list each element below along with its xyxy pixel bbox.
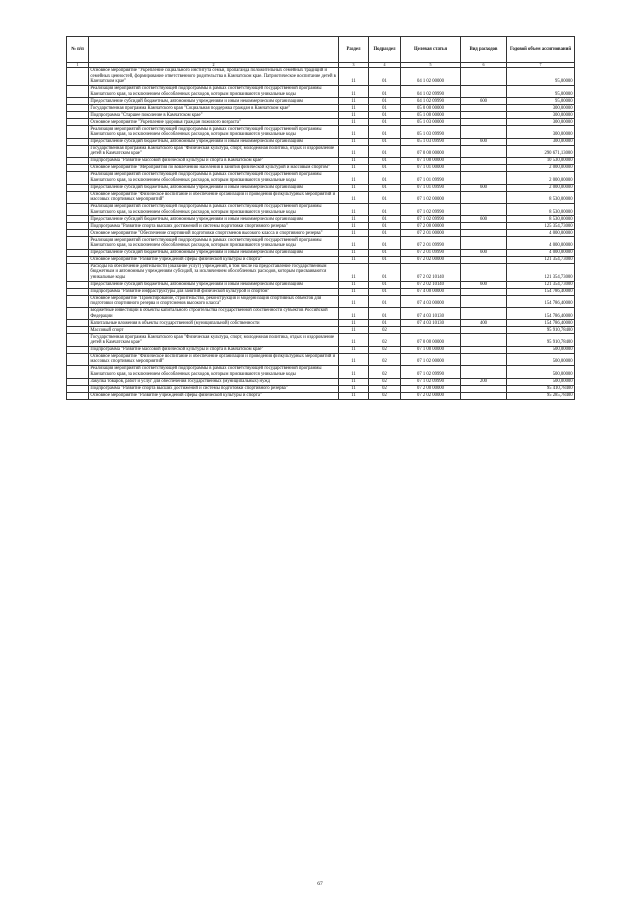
cell-razdel: 11	[339, 256, 369, 263]
cell-razdel: 11	[339, 85, 369, 97]
cell-podrazdel: 02	[369, 378, 401, 385]
cell-expense-type	[461, 172, 507, 184]
column-index: 5	[401, 62, 461, 68]
cell-podrazdel: 01	[369, 281, 401, 288]
cell-name: Подпрограмма "Развитие спорта высших достижений и системы подготовки спортивного резерва"	[89, 223, 339, 230]
cell-target-article: 07 1 01 09990	[401, 184, 461, 191]
cell-expense-type	[461, 307, 507, 319]
cell-amount: 2 000,00000	[507, 165, 575, 172]
cell-expense-type	[461, 203, 507, 215]
table-row	[67, 105, 575, 112]
table-row	[67, 320, 575, 327]
cell-target-article: 07 0 00 00000	[401, 334, 461, 346]
cell-amount: 121 354,73000	[507, 281, 575, 288]
cell-number	[67, 85, 89, 97]
cell-razdel: 11	[339, 263, 369, 281]
cell-podrazdel: 01	[369, 119, 401, 126]
cell-podrazdel: 01	[369, 85, 401, 97]
cell-razdel: 11	[339, 138, 369, 145]
column-index: 6	[461, 62, 507, 68]
cell-name: Расходы на обеспечение деятельности (оказание услуг) учреждений, в том числе на предоставление государственным бюджетным и автономным учреждениям субсидий, за исключением обособленных расходов, которым присваиваются уникальные коды	[89, 263, 339, 281]
table-row	[67, 346, 575, 353]
cell-number	[67, 295, 89, 307]
cell-razdel: 11	[339, 165, 369, 172]
cell-target-article: 07 0 00 00000	[401, 145, 461, 157]
cell-number	[67, 281, 89, 288]
table-row	[67, 263, 575, 281]
cell-name: Основное мероприятие "Укрепление социального института семьи, пропаганда положительных семейных традиций и семейных ценностей, формирование ответственного родительства в Камчатском крае. Патриотическое воспитание детей в Камчатском крае"	[89, 68, 339, 86]
cell-name: Основное мероприятие "Физическое воспитание и обеспечение организации и проведения физкультурных мероприятий и массовых спортивных мероприятий"	[89, 191, 339, 203]
cell-expense-type: 600	[461, 249, 507, 256]
cell-podrazdel: 01	[369, 145, 401, 157]
table-row	[67, 334, 575, 346]
cell-target-article: 07 2 02 10140	[401, 281, 461, 288]
cell-name: Основное мероприятие "Укрепление здоровья граждан пожилого возраста"	[89, 119, 339, 126]
cell-target-article: 07 1 02 09990	[401, 378, 461, 385]
cell-number	[67, 172, 89, 184]
col-header-podrazdel: Подраздел	[369, 37, 401, 63]
cell-expense-type: 600	[461, 184, 507, 191]
cell-target-article: 07 1 02 09990	[401, 216, 461, 223]
cell-amount: 300,00000	[507, 138, 575, 145]
cell-number	[67, 256, 89, 263]
col-header-razdel: Раздел	[339, 37, 369, 63]
cell-target-article: 05 1 03 09990	[401, 126, 461, 138]
cell-amount: 500,00000	[507, 346, 575, 353]
cell-name: Государственная программа Камчатского края "Социальная поддержка граждан в Камчатском крае"	[89, 105, 339, 112]
cell-podrazdel: 01	[369, 112, 401, 119]
cell-expense-type	[461, 68, 507, 86]
table-row	[67, 203, 575, 215]
cell-number	[67, 203, 89, 215]
cell-razdel: 11	[339, 353, 369, 365]
cell-razdel: 11	[339, 223, 369, 230]
cell-podrazdel: 01	[369, 138, 401, 145]
cell-name: Основное мероприятие "Мероприятия по вовлечению населения в занятия физической культурой и массовым спортом"	[89, 165, 339, 172]
cell-amount: 95,00000	[507, 68, 575, 86]
header-row	[67, 37, 575, 63]
cell-name: Государственная программа Камчатского края "Физическая культура, спорт, молодежная политика, отдых и оздоровление детей в Камчатском крае"	[89, 334, 339, 346]
cell-razdel: 11	[339, 307, 369, 319]
cell-number	[67, 98, 89, 105]
cell-number	[67, 223, 89, 230]
cell-podrazdel: 01	[369, 98, 401, 105]
cell-expense-type	[461, 85, 507, 97]
cell-number	[67, 346, 89, 353]
cell-target-article: 07 2 01 09990	[401, 249, 461, 256]
cell-podrazdel: 01	[369, 184, 401, 191]
cell-amount: 300,00000	[507, 126, 575, 138]
cell-expense-type	[461, 165, 507, 172]
cell-podrazdel: 01	[369, 230, 401, 237]
cell-razdel: 11	[339, 184, 369, 191]
cell-expense-type	[461, 119, 507, 126]
cell-expense-type	[461, 385, 507, 392]
budget-table	[66, 36, 575, 400]
cell-expense-type	[461, 191, 507, 203]
table-row	[67, 172, 575, 184]
table-row	[67, 191, 575, 203]
cell-amount: 2 000,00000	[507, 184, 575, 191]
cell-podrazdel: 02	[369, 334, 401, 346]
cell-target-article: 07 2 00 00000	[401, 223, 461, 230]
cell-expense-type	[461, 263, 507, 281]
cell-target-article: 07 4 03 10130	[401, 320, 461, 327]
cell-amount: 4 000,00000	[507, 237, 575, 249]
budget-sheet	[66, 36, 574, 400]
cell-name: Закупка товаров, работ и услуг для обеспечения государственных (муниципальных) нужд	[89, 378, 339, 385]
cell-number	[67, 158, 89, 165]
cell-target-article: 07 4 00 00000	[401, 288, 461, 295]
cell-number	[67, 353, 89, 365]
cell-name: Предоставление субсидий бюджетным, автономным учреждениям и иным некоммерческим организациям	[89, 216, 339, 223]
cell-razdel: 11	[339, 172, 369, 184]
cell-podrazdel: 01	[369, 126, 401, 138]
cell-podrazdel: 01	[369, 165, 401, 172]
table-row	[67, 249, 575, 256]
cell-number	[67, 68, 89, 86]
table-row	[67, 281, 575, 288]
cell-amount: 125 354,73000	[507, 223, 575, 230]
cell-expense-type	[461, 366, 507, 378]
cell-amount: 154 786,40000	[507, 295, 575, 307]
page-number: 67	[317, 881, 323, 887]
cell-razdel: 11	[339, 119, 369, 126]
cell-target-article: 04 1 02 09990	[401, 98, 461, 105]
table-row	[67, 158, 575, 165]
cell-razdel: 11	[339, 68, 369, 86]
table-row	[67, 165, 575, 172]
cell-expense-type: 400	[461, 320, 507, 327]
column-index: 4	[369, 62, 401, 68]
cell-target-article: 07 1 02 09990	[401, 366, 461, 378]
table-row	[67, 353, 575, 365]
cell-amount: 95 285,78400	[507, 392, 575, 399]
cell-name: Реализация мероприятий соответствующей подпрограммы в рамках соответствующей государственной программы Камчатского края, за исключением обособленных расходов, которым присваиваются уникальные коды	[89, 237, 339, 249]
cell-expense-type	[461, 295, 507, 307]
cell-name: Государственная программа Камчатского края "Физическая культура, спорт, молодежная политика, отдых и оздоровление детей в Камчатском крае"	[89, 145, 339, 157]
cell-name: Основное мероприятие "Проектирование, строительство, реконструкция и модернизация спортивных объектов для подготовки спортивного резерва и спортсменов высокого класса"	[89, 295, 339, 307]
cell-name: Реализация мероприятий соответствующей подпрограммы в рамках соответствующей государственной программы Камчатского края, за исключением обособленных расходов, которым присваиваются уникальные коды	[89, 366, 339, 378]
col-header-expense-type: Вид расходов	[461, 37, 507, 63]
cell-number	[67, 249, 89, 256]
cell-number	[67, 126, 89, 138]
cell-amount: 500,00000	[507, 353, 575, 365]
cell-name: Предоставление субсидий бюджетным, автономным учреждениям и иным некоммерческим организациям	[89, 249, 339, 256]
cell-number	[67, 378, 89, 385]
cell-expense-type	[461, 334, 507, 346]
table-row	[67, 216, 575, 223]
cell-expense-type	[461, 256, 507, 263]
cell-name: Предоставление субсидий бюджетным, автономным учреждениям и иным некоммерческим организациям	[89, 138, 339, 145]
cell-amount: 4 000,00000	[507, 230, 575, 237]
table-row	[67, 230, 575, 237]
cell-number	[67, 119, 89, 126]
cell-podrazdel: 02	[369, 366, 401, 378]
table-row	[67, 295, 575, 307]
cell-amount: 4 000,00000	[507, 249, 575, 256]
cell-expense-type	[461, 145, 507, 157]
cell-amount: 154 786,40000	[507, 288, 575, 295]
cell-razdel: 11	[339, 249, 369, 256]
cell-amount: 290 671,13000	[507, 145, 575, 157]
table-row	[67, 98, 575, 105]
cell-name: Основное мероприятие "Развитие учреждений сферы физической культуры и спорта"	[89, 392, 339, 399]
cell-razdel: 11	[339, 392, 369, 399]
cell-amount: 154 786,40000	[507, 320, 575, 327]
cell-amount: 500,00000	[507, 378, 575, 385]
cell-amount: 95 410,78400	[507, 385, 575, 392]
cell-target-article: 07 2 00 00000	[401, 385, 461, 392]
cell-name: Массовый спорт	[89, 327, 339, 334]
table-row	[67, 366, 575, 378]
cell-podrazdel: 02	[369, 327, 401, 334]
cell-razdel: 11	[339, 366, 369, 378]
col-header-annual-amount: Годовой объем ассигнований	[507, 37, 575, 63]
col-header-number: № п/п	[67, 37, 89, 63]
table-row	[67, 68, 575, 86]
cell-podrazdel: 02	[369, 353, 401, 365]
cell-amount: 10 530,00000	[507, 158, 575, 165]
cell-razdel: 11	[339, 385, 369, 392]
cell-target-article	[401, 327, 461, 334]
cell-razdel: 11	[339, 327, 369, 334]
table-row	[67, 256, 575, 263]
column-index: 1	[67, 62, 89, 68]
cell-podrazdel: 01	[369, 263, 401, 281]
cell-target-article: 05 1 00 00000	[401, 112, 461, 119]
cell-amount: 300,00000	[507, 119, 575, 126]
cell-podrazdel: 01	[369, 68, 401, 86]
cell-podrazdel: 01	[369, 216, 401, 223]
cell-podrazdel: 02	[369, 392, 401, 399]
cell-name: Предоставление субсидий бюджетным, автономным учреждениям и иным некоммерческим организациям	[89, 281, 339, 288]
cell-expense-type	[461, 237, 507, 249]
cell-amount: 300,00000	[507, 112, 575, 119]
cell-razdel: 11	[339, 288, 369, 295]
table-row	[67, 392, 575, 399]
cell-target-article: 05 0 00 00000	[401, 105, 461, 112]
cell-razdel: 11	[339, 281, 369, 288]
cell-expense-type	[461, 353, 507, 365]
cell-podrazdel: 01	[369, 249, 401, 256]
cell-target-article: 07 1 02 00000	[401, 353, 461, 365]
cell-name: Подпрограмма "Старшее поколение в Камчатском крае"	[89, 112, 339, 119]
cell-number	[67, 237, 89, 249]
cell-razdel: 11	[339, 145, 369, 157]
cell-number	[67, 105, 89, 112]
cell-razdel: 11	[339, 191, 369, 203]
cell-podrazdel: 02	[369, 385, 401, 392]
cell-name: Подпрограмма "Развитие массовой физической культуры и спорта в Камчатском крае"	[89, 346, 339, 353]
table-row	[67, 327, 575, 334]
table-row	[67, 126, 575, 138]
cell-razdel: 11	[339, 295, 369, 307]
cell-number	[67, 307, 89, 319]
table-row	[67, 138, 575, 145]
cell-amount: 500,00000	[507, 366, 575, 378]
cell-target-article: 04 1 02 00000	[401, 68, 461, 86]
cell-expense-type	[461, 112, 507, 119]
cell-number	[67, 145, 89, 157]
cell-podrazdel: 01	[369, 158, 401, 165]
cell-expense-type	[461, 158, 507, 165]
cell-amount: 2 000,00000	[507, 172, 575, 184]
cell-razdel: 11	[339, 237, 369, 249]
cell-expense-type	[461, 392, 507, 399]
cell-target-article: 07 1 02 00000	[401, 191, 461, 203]
cell-target-article: 07 2 02 10140	[401, 263, 461, 281]
cell-expense-type	[461, 105, 507, 112]
col-header-target-article: Целевая статья	[401, 37, 461, 63]
cell-expense-type	[461, 223, 507, 230]
cell-name: Подпрограмма "Развитие инфраструктуры для занятий физической культурой и спортом"	[89, 288, 339, 295]
cell-podrazdel: 01	[369, 288, 401, 295]
table-row	[67, 119, 575, 126]
cell-podrazdel: 01	[369, 105, 401, 112]
cell-target-article: 04 1 02 09990	[401, 85, 461, 97]
cell-amount: 121 354,73000	[507, 256, 575, 263]
cell-podrazdel: 02	[369, 346, 401, 353]
cell-target-article: 05 1 03 09990	[401, 138, 461, 145]
cell-name: Реализация мероприятий соответствующей подпрограммы в рамках соответствующей государственной программы Камчатского края, за исключением обособленных расходов, которым присваиваются уникальные коды	[89, 126, 339, 138]
cell-podrazdel: 01	[369, 320, 401, 327]
cell-razdel: 11	[339, 378, 369, 385]
cell-name: Основное мероприятие "Развитие учреждений сферы физической культуры и спорта"	[89, 256, 339, 263]
cell-podrazdel: 01	[369, 172, 401, 184]
table-row	[67, 145, 575, 157]
cell-razdel: 11	[339, 346, 369, 353]
cell-amount: 95 910,78400	[507, 334, 575, 346]
cell-target-article: 07 2 01 09990	[401, 237, 461, 249]
column-index: 3	[339, 62, 369, 68]
table-row	[67, 288, 575, 295]
cell-expense-type	[461, 327, 507, 334]
cell-podrazdel: 01	[369, 295, 401, 307]
cell-razdel: 11	[339, 112, 369, 119]
cell-name: Подпрограмма "Развитие массовой физической культуры и спорта в Камчатском крае"	[89, 158, 339, 165]
table-row	[67, 85, 575, 97]
table-row	[67, 237, 575, 249]
table-row	[67, 184, 575, 191]
cell-expense-type	[461, 126, 507, 138]
cell-target-article: 05 1 03 00000	[401, 119, 461, 126]
cell-amount: 95 910,78400	[507, 327, 575, 334]
cell-razdel: 11	[339, 105, 369, 112]
cell-name: Капитальные вложения в объекты государственной (муниципальной) собственности	[89, 320, 339, 327]
table-row	[67, 378, 575, 385]
cell-expense-type: 600	[461, 98, 507, 105]
cell-razdel: 11	[339, 216, 369, 223]
cell-name: Бюджетные инвестиции в объекты капитального строительства государственной собственности субъектов Российской Федерации	[89, 307, 339, 319]
col-header-name	[89, 37, 339, 63]
cell-number	[67, 191, 89, 203]
cell-razdel: 11	[339, 203, 369, 215]
cell-target-article: 07 4 03 00000	[401, 295, 461, 307]
cell-number	[67, 334, 89, 346]
cell-podrazdel: 01	[369, 223, 401, 230]
cell-expense-type	[461, 230, 507, 237]
cell-razdel: 11	[339, 158, 369, 165]
cell-podrazdel: 01	[369, 307, 401, 319]
cell-target-article: 07 1 01 09990	[401, 172, 461, 184]
cell-name: Реализация мероприятий соответствующей подпрограммы в рамках соответствующей государственной программы Камчатского края, за исключением обособленных расходов, которым присваиваются уникальные коды	[89, 203, 339, 215]
cell-target-article: 07 2 02 00000	[401, 256, 461, 263]
cell-podrazdel: 01	[369, 256, 401, 263]
cell-amount: 121 354,73000	[507, 263, 575, 281]
cell-razdel: 11	[339, 126, 369, 138]
table-row	[67, 112, 575, 119]
cell-target-article: 07 1 02 09990	[401, 203, 461, 215]
cell-expense-type: 200	[461, 378, 507, 385]
cell-number	[67, 263, 89, 281]
cell-name: Предоставление субсидий бюджетным, автономным учреждениям и иным некоммерческим организациям	[89, 98, 339, 105]
cell-number	[67, 366, 89, 378]
cell-razdel: 11	[339, 98, 369, 105]
cell-number	[67, 184, 89, 191]
cell-amount: 95,00000	[507, 98, 575, 105]
cell-podrazdel: 01	[369, 203, 401, 215]
cell-name: Предоставление субсидий бюджетным, автономным учреждениям и иным некоммерческим организациям	[89, 184, 339, 191]
cell-number	[67, 320, 89, 327]
cell-target-article: 07 4 03 10130	[401, 307, 461, 319]
cell-number	[67, 288, 89, 295]
cell-amount: 154 786,40000	[507, 307, 575, 319]
column-index: 2	[89, 62, 339, 68]
cell-expense-type: 600	[461, 138, 507, 145]
cell-razdel: 11	[339, 230, 369, 237]
cell-target-article: 07 1 01 00000	[401, 165, 461, 172]
cell-name: Основное мероприятие "Физическое воспитание и обеспечение организации и проведения физкультурных мероприятий и массовых спортивных мероприятий"	[89, 353, 339, 365]
cell-name: Основное мероприятие "Обеспечение спортивной подготовки спортсменов высокого класса и спортивного резерва"	[89, 230, 339, 237]
cell-target-article: 07 2 01 00000	[401, 230, 461, 237]
cell-amount: 8 530,00000	[507, 216, 575, 223]
cell-number	[67, 216, 89, 223]
cell-podrazdel: 01	[369, 191, 401, 203]
cell-target-article: 07 2 02 00000	[401, 392, 461, 399]
cell-expense-type	[461, 288, 507, 295]
cell-amount: 8 530,00000	[507, 203, 575, 215]
cell-razdel: 11	[339, 320, 369, 327]
cell-expense-type: 600	[461, 216, 507, 223]
cell-expense-type	[461, 346, 507, 353]
cell-target-article: 07 1 00 00000	[401, 158, 461, 165]
cell-name: Подпрограмма "Развитие спорта высших достижений и системы подготовки спортивного резерва"	[89, 385, 339, 392]
cell-name: Реализация мероприятий соответствующей подпрограммы в рамках соответствующей государственной программы Камчатского края, за исключением обособленных расходов, которым присваиваются уникальные коды	[89, 172, 339, 184]
cell-expense-type: 600	[461, 281, 507, 288]
cell-number	[67, 392, 89, 399]
cell-number	[67, 138, 89, 145]
table-row	[67, 307, 575, 319]
cell-number	[67, 385, 89, 392]
cell-number	[67, 230, 89, 237]
cell-number	[67, 327, 89, 334]
cell-number	[67, 165, 89, 172]
cell-amount: 300,00000	[507, 105, 575, 112]
cell-name: Реализация мероприятий соответствующей подпрограммы в рамках соответствующей государственной программы Камчатского края, за исключением обособленных расходов, которым присваиваются уникальные коды	[89, 85, 339, 97]
cell-number	[67, 112, 89, 119]
cell-podrazdel: 01	[369, 237, 401, 249]
table-row	[67, 385, 575, 392]
cell-amount: 8 530,00000	[507, 191, 575, 203]
cell-target-article: 07 1 00 00000	[401, 346, 461, 353]
column-index: 7	[507, 62, 575, 68]
cell-amount: 95,00000	[507, 85, 575, 97]
cell-razdel: 11	[339, 334, 369, 346]
table-row	[67, 223, 575, 230]
